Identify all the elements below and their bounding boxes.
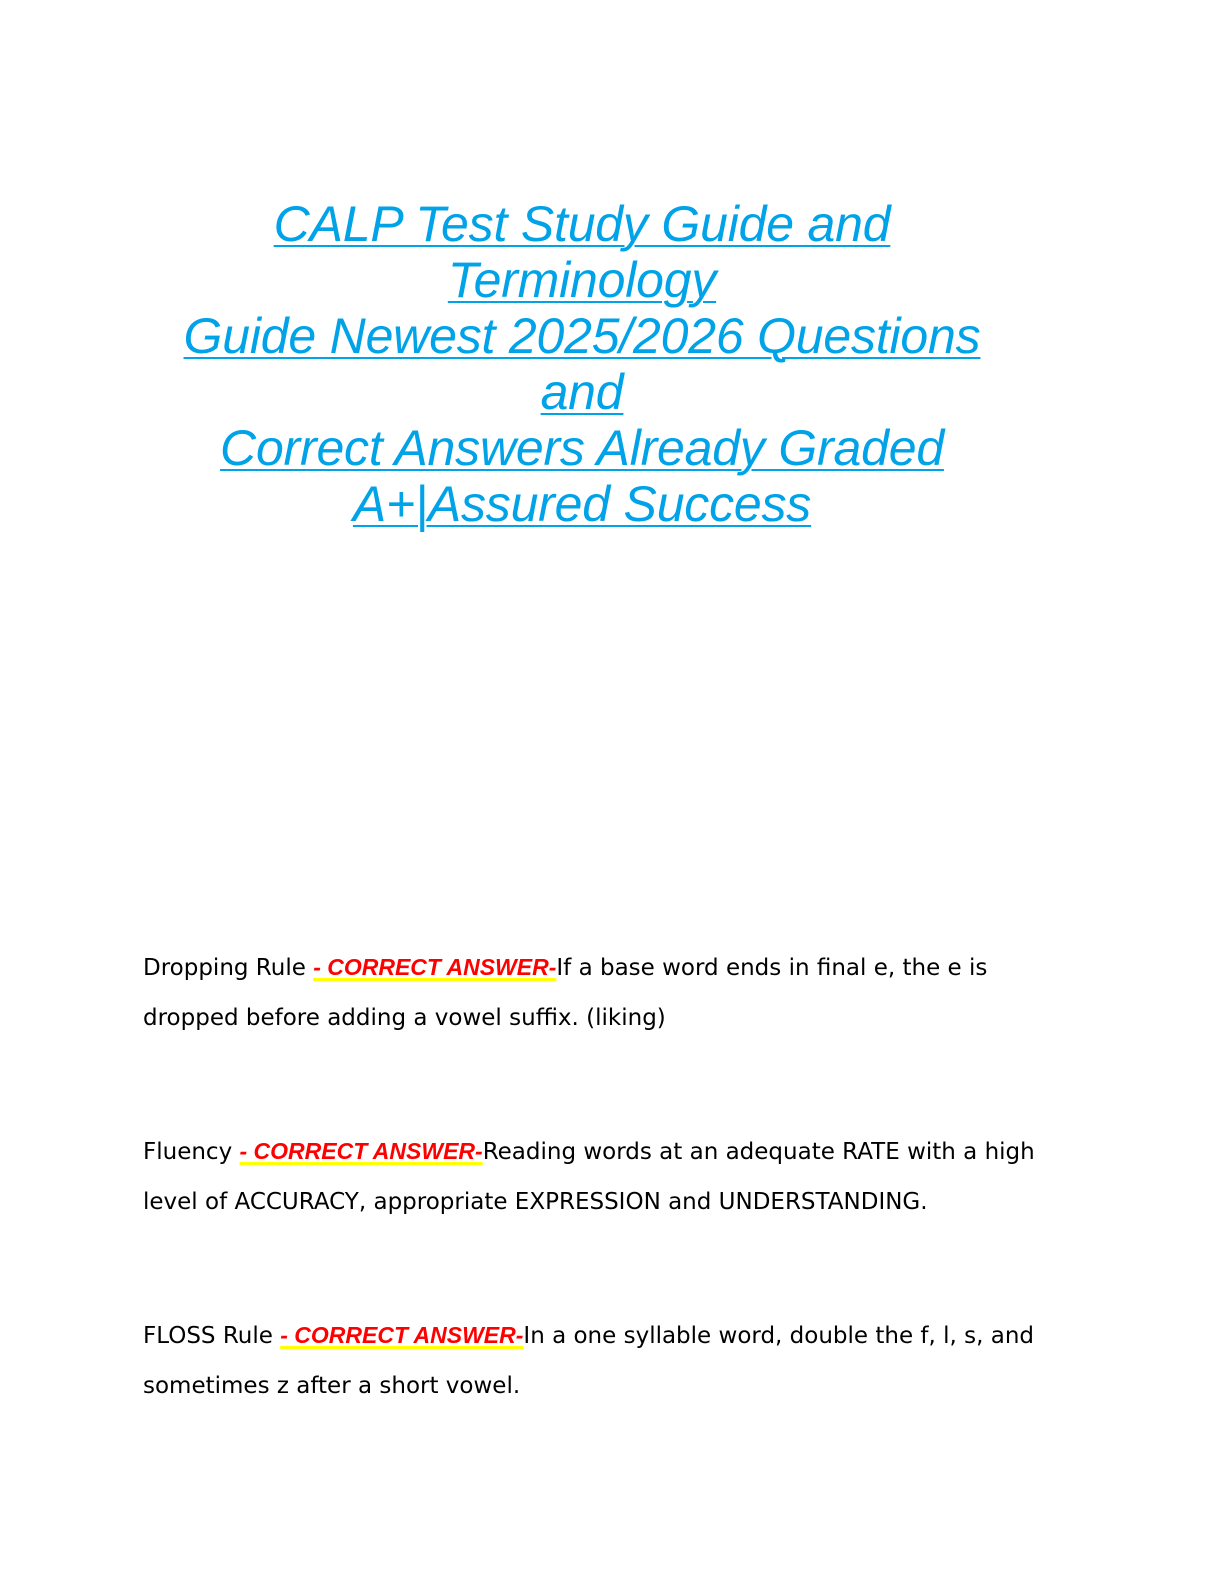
document-title[interactable] (140, 196, 1024, 532)
entry-term: Fluency (143, 1139, 240, 1165)
entry-definition: If a base word ends in final e, the e is dropped before adding a vowel suffix. (liking) (143, 955, 988, 1031)
correct-answer-tag: - CORRECT ANSWER- (280, 1322, 524, 1348)
correct-answer-tag: - CORRECT ANSWER- (313, 954, 557, 980)
qa-entry-dropping-rule (143, 942, 1083, 1043)
correct-answer-tag: - CORRECT ANSWER- (239, 1138, 483, 1164)
entry-term: Dropping Rule (143, 955, 314, 981)
title-line-4: A+|Assured Success (352, 476, 812, 532)
entry-term: FLOSS Rule (143, 1323, 281, 1349)
title-line-1: CALP Test Study Guide and Terminology (273, 196, 891, 308)
entry-definition: In a one syllable word, double the f, l, s, and sometimes z after a short vowel. (143, 1323, 1035, 1399)
qa-entry-fluency (143, 1126, 1083, 1227)
qa-entry-floss-rule (143, 1310, 1083, 1411)
title-line-2: Guide Newest 2025/2026 Questions and (183, 308, 981, 420)
entry-definition: Reading words at an adequate RATE with a high level of ACCURACY, appropriate EXPRESSION and UNDERSTANDING. (143, 1139, 1035, 1215)
title-line-3: Correct Answers Already Graded (220, 420, 944, 476)
